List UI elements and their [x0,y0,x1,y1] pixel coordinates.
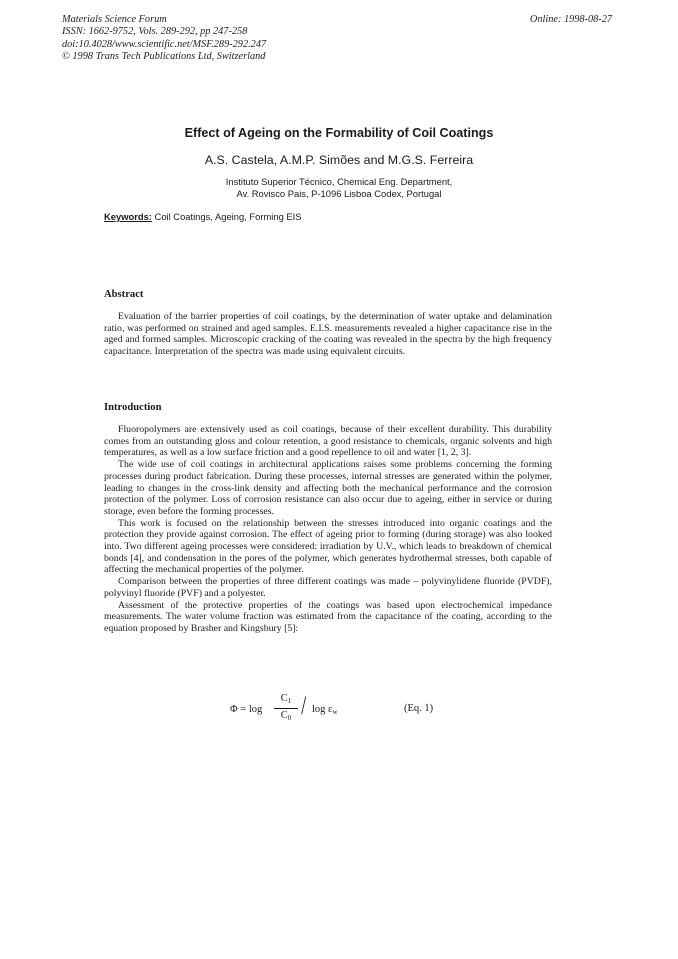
introduction-heading: Introduction [104,402,162,413]
paper-authors: A.S. Castela, A.M.P. Simões and M.G.S. Ferreira [204,153,474,167]
intro-paragraph-4: Comparison between the properties of three different coatings was made – polyvinylidene fluoride (PVDF), polyvinyl fluoride (PVF) and a polyester. [104,576,552,599]
journal-header [62,14,266,64]
abstract-paragraph: Evaluation of the barrier properties of coil coatings, by the determination of water uptake and delamination ratio, was performed on strained and aged samples. E.I.S. measurements revealed a higher capacitance rise in the aged and formed samples. Microscopic cracking of the coating was revealed in the spectra by the high frequency capacitance. Interpretation of the spectra was made using equivalent circuits. [104,311,552,358]
equation-label: (Eq. 1) [404,703,434,714]
affiliation-line-1: Instituto Superior Técnico, Chemical Eng. Department, [225,176,453,187]
intro-paragraph-1: Fluoropolymers are extensively used as coil coatings, because of their excellent durability. This durability comes from an outstanding gloss and colour retention, a good resistance to chemicals, organic solvents and high temperatures, as well as a low surface friction and a good repellence to oil and water [1, 2, 3]. [104,424,552,459]
intro-paragraph-3: This work is focused on the relationship between the stresses introduced into organic coatings and the protection they provide against corrosion. The effect of ageing prior to forming (during storage) was also looked into. Two different ageing processes were considered: irradiation by U.V., which leads to breakdown of chemical bonds [4], and condensation in the pores of the polymer, which generates hydrothermal stresses, both capable of affecting the mechanical properties of the polymer. [104,517,552,576]
affiliation-line-2: Av. Rovisco Pais, P-1096 Lisboa Codex, Portugal [236,188,442,199]
equation-rhs [312,704,338,716]
equation-lhs: Φ = log [230,704,263,715]
intro-paragraph-5: Assessment of the protective properties of the coatings was based upon electrochemical impedance measurements. The water volume fraction was estimated from the capacitance of the coating, according to the equation proposed by Brasher and Kingsbury [5]: [104,599,552,634]
numerator-subscript: 1 [287,697,292,705]
equation-1 [0,691,678,731]
abstract-body [104,311,552,358]
journal-name: Materials Science Forum [62,14,167,25]
intro-paragraph-2: The wide use of coil coatings in architectural applications raises some problems concerning the forming processes during product fabrication. During these processes, internal stresses are generated within the polymer, leading to changes in the cross-link density and affecting both the mechanical performance and the corrosion protection of the polymer. Loss of corrosion resistance can also occur due to ageing, either in service or during storage, even before the forming processes. [104,459,552,517]
introduction-body [104,424,552,635]
equation-fraction [274,692,298,725]
equation-numerator [274,692,298,709]
denominator-subscript: 0 [287,714,292,722]
copyright-line: © 1998 Trans Tech Publications Ltd, Switzerland [62,51,266,63]
keywords-line [104,211,302,222]
issn-line: ISSN: 1662-9752, Vols. 289-292, pp 247-258 [62,26,248,38]
equation-denominator [274,709,298,725]
paper-title: Effect of Ageing on the Formability of Coil Coatings [184,126,494,140]
numerator-symbol: C [280,693,288,704]
affiliation [0,176,678,200]
online-date: Online: 1998-08-27 [529,14,612,25]
doi-line[interactable]: doi:10.4028/www.scientific.net/MSF.289-292.247 [62,38,267,50]
rhs-subscript: w [332,708,338,716]
denominator-symbol: C [280,710,288,721]
abstract-heading: Abstract [104,289,144,300]
keywords-label: Keywords: [104,211,152,222]
equation-slash: / [301,691,307,720]
keywords-text: Coil Coatings, Ageing, Forming EIS [154,211,302,222]
rhs-symbol: log ε [312,704,333,715]
